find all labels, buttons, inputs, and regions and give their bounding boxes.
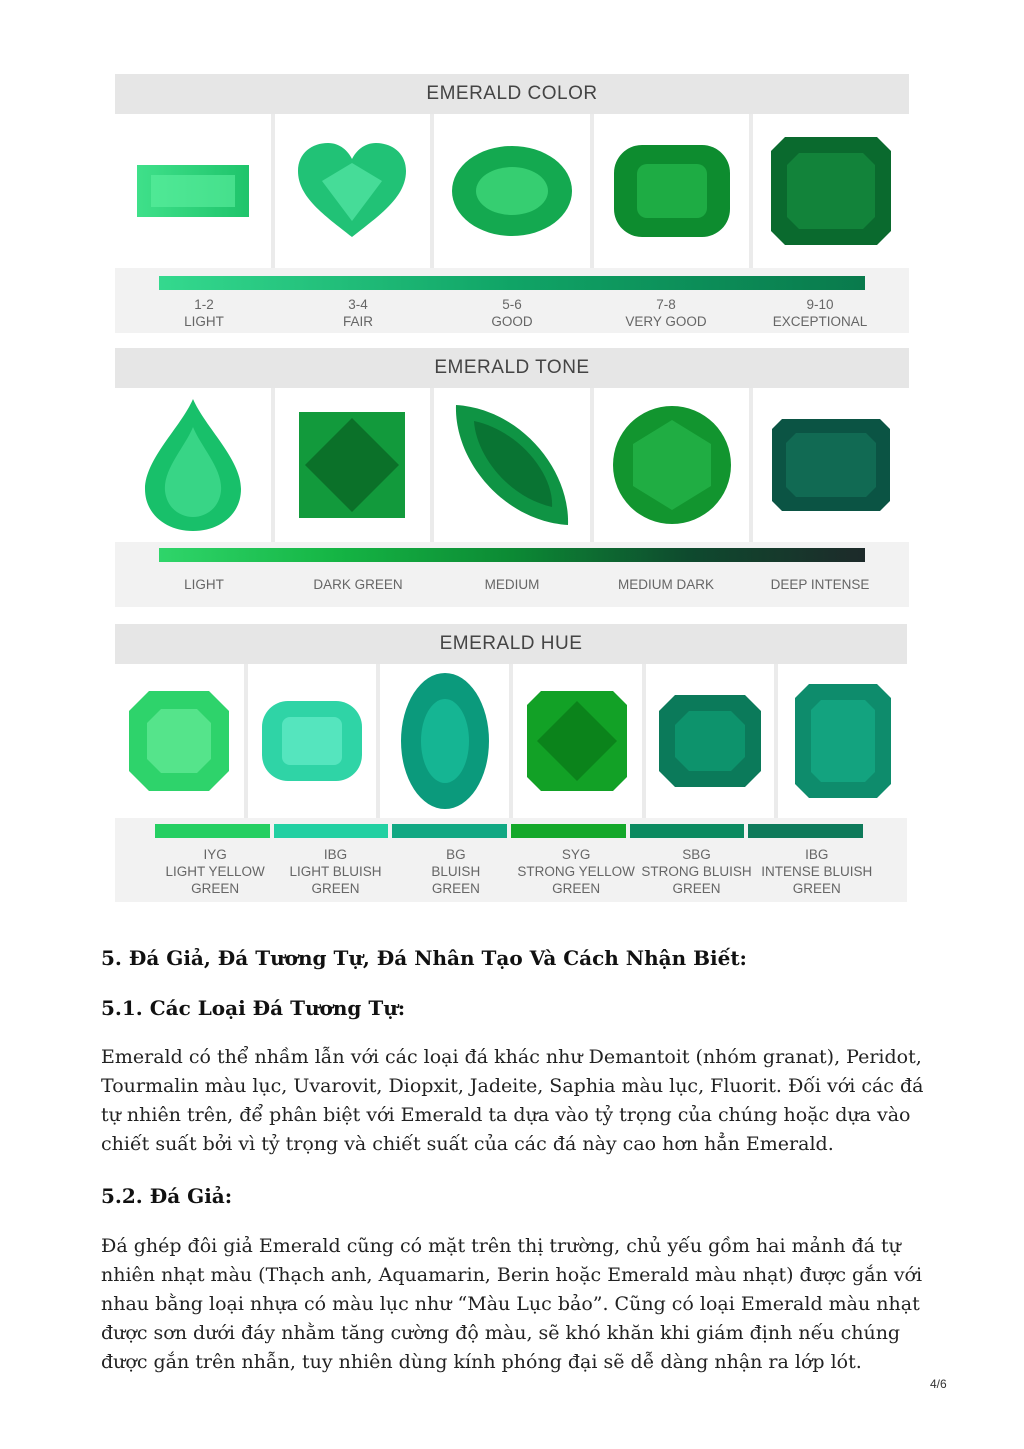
gem-round-medium-dark	[594, 388, 750, 542]
color-label: 1-2 LIGHT	[184, 297, 224, 329]
gem-oval-good	[434, 114, 590, 268]
emerald-tone-chart	[115, 348, 909, 607]
section-5-heading: 5. Đá Giả, Đá Tương Tự, Đá Nhân Tạo Và Cách Nhận Biết:	[101, 946, 747, 970]
emerald-hue-title: EMERALD HUE	[115, 624, 907, 664]
hue-label: IBG INTENSE BLUISH GREEN	[761, 847, 873, 896]
color-label: 7-8 VERY GOOD	[625, 297, 707, 329]
tone-label: DEEP INTENSE	[770, 577, 870, 592]
gem-octagon-syg	[513, 664, 642, 818]
gem-emerald-cut-exceptional	[753, 114, 909, 268]
gem-octagon-iyg	[115, 664, 244, 818]
tone-label: LIGHT	[184, 577, 224, 592]
tone-scale-bar	[159, 548, 865, 562]
emerald-hue-chart	[115, 624, 907, 902]
hue-label: SYG STRONG YELLOW GREEN	[517, 847, 635, 896]
gem-heart-fair	[275, 114, 431, 268]
gem-marquise-medium	[434, 388, 590, 542]
gem-emerald-cut-ibg	[778, 664, 907, 818]
section-5-1-heading: 5.1. Các Loại Đá Tương Tự:	[101, 996, 406, 1020]
gem-princess-dark-green	[275, 388, 431, 542]
hue-label: IBG LIGHT BLUISH GREEN	[289, 847, 382, 896]
tone-label: MEDIUM DARK	[617, 577, 714, 592]
gem-emerald-cut-light	[115, 114, 271, 268]
emerald-tone-title: EMERALD TONE	[115, 348, 909, 388]
section-5-2-paragraph: Đá ghép đôi giả Emerald cũng có mặt trên thị trường, chủ yếu gồm hai mảnh đá tự nhiên nhạt màu (Thạch anh, Aquamarin, Berin hoặc Emerald màu nhạt) được gắn với nhau bằng loại nhựa có màu lục như “Màu Lục bảo”. Cũng có loại Emerald màu nhạt được sơn dưới đáy nhằm tăng cường độ màu, sẽ khó khăn khi giám định nếu chúng được gắn trên nhẫn, tuy nhiên dùng kính phóng đại sẽ dễ dàng nhận ra lớp lót.	[101, 1235, 923, 1373]
color-label: 9-10 EXCEPTIONAL	[772, 297, 868, 329]
gem-cushion-very-good	[594, 114, 750, 268]
color-label: 3-4 FAIR	[342, 297, 373, 329]
tone-label: MEDIUM	[484, 577, 540, 592]
emerald-color-title: EMERALD COLOR	[115, 74, 909, 114]
gem-pear-light	[115, 388, 271, 542]
emerald-color-chart	[115, 74, 909, 333]
page-number: 4/6	[930, 1377, 947, 1391]
section-5-2-heading: 5.2. Đá Giả:	[101, 1184, 233, 1208]
tone-label: DARK GREEN	[313, 577, 403, 592]
hue-label: IYG LIGHT YELLOW GREEN	[165, 847, 265, 896]
section-5-1-paragraph: Emerald có thể nhầm lẫn với các loại đá khác như Demantoit (nhóm granat), Peridot, Tourmalin màu lục, Uvarovit, Diopxit, Jadeite, Saphia màu lục, Fluorit. Đối với các đá tự nhiên trên, để phân biệt với Emerald ta dựa vào tỷ trọng của chúng hoặc dựa vào chiết suất bởi vì tỷ trọng và chiết suất của các đá này cao hơn hẳn Emerald.	[101, 1046, 924, 1155]
hue-label: SBG STRONG BLUISH GREEN	[641, 847, 752, 896]
color-label: 5-6 GOOD	[491, 297, 533, 329]
gem-octagon-sbg	[646, 664, 775, 818]
gem-emerald-cut-deep-intense	[753, 388, 909, 542]
hue-label: BG BLUISH GREEN	[431, 847, 481, 896]
hue-scale-bars	[115, 824, 907, 838]
gem-oval-bg	[380, 664, 509, 818]
color-scale-bar	[159, 276, 865, 290]
gem-cushion-ibg	[248, 664, 377, 818]
